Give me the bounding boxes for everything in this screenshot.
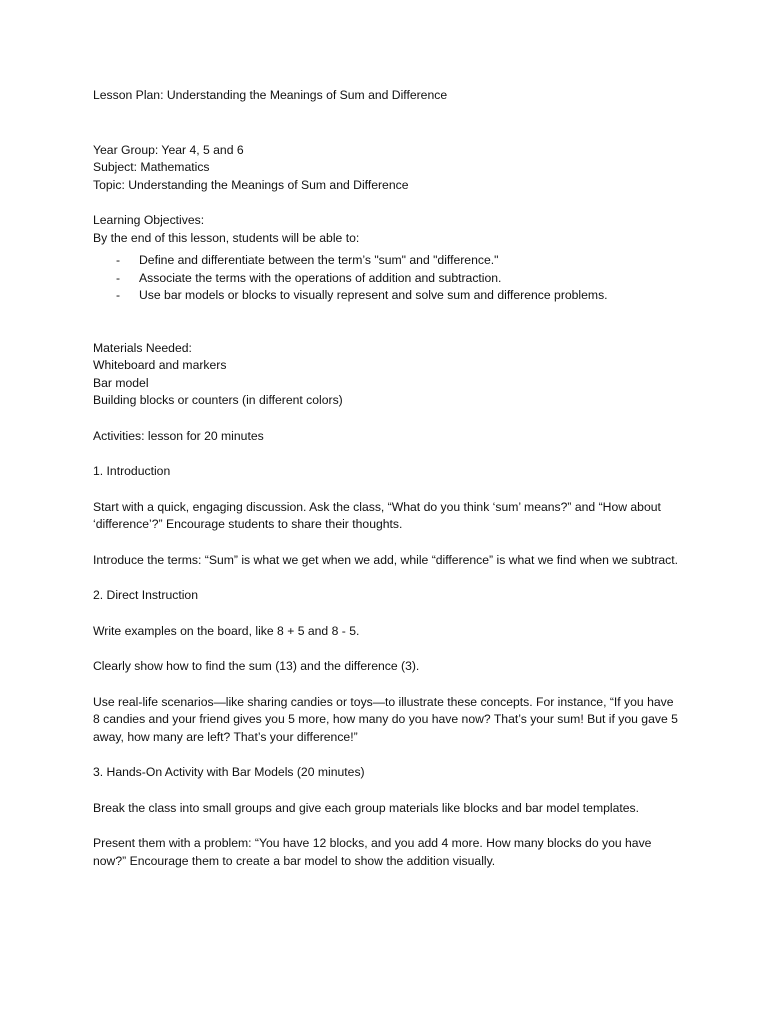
paragraph: Start with a quick, engaging discussion. Ask the class, “What do you think ‘sum’ means?” and “How about ‘difference’?” Encourage students to share their thoughts. [93,499,661,531]
objective-text: Associate the terms with the operations of addition and subtraction. [139,270,502,285]
paragraph: Introduce the terms: “Sum” is what we get when we add, while “difference” is what we find when we subtract. [93,552,679,567]
objectives-list [93,252,683,305]
paragraph: Break the class into small groups and give each group materials like blocks and bar model templates. [93,800,640,815]
spacer [93,481,683,499]
materials-heading: Materials Needed: [93,340,192,355]
section-heading: 1. Introduction [93,464,171,478]
objectives-intro: By the end of this lesson, students will be able to: [93,230,360,245]
spacer [93,569,683,587]
topic: Topic: Understanding the Meanings of Sum and Difference [93,177,409,192]
paragraph: Present them with a problem: “You have 12 blocks, and you add 4 more. How many blocks do you have now?” Encourage them to create a bar model to show the addition visually. [93,836,652,868]
spacer [93,605,683,623]
spacer [93,534,683,552]
list-item [93,270,683,288]
year-group: Year Group: Year 4, 5 and 6 [93,142,244,157]
spacer [93,640,683,658]
spacer [93,410,683,428]
section-heading: 3. Hands-On Activity with Bar Models (20 minutes) [93,765,365,779]
list-item [93,252,683,270]
spacer [93,782,683,800]
material-item: Bar model [93,375,149,390]
material-item: Whiteboard and markers [93,358,227,372]
spacer [93,676,683,694]
spacer [93,105,683,142]
bullet-marker: - [116,253,121,267]
spacer [93,817,683,835]
document-title: Lesson Plan: Understanding the Meanings of Sum and Difference [93,88,448,102]
bullet-marker: - [116,270,121,285]
objectives-heading: Learning Objectives: [93,213,205,227]
objective-text: Define and differentiate between the term’s "sum" and "difference." [139,253,499,267]
spacer [93,305,683,340]
paragraph: Use real-life scenarios—like sharing candies or toys—to illustrate these concepts. For instance, “If you have 8 candies and your friend gives you 5 more, how many do you have now? That’s your sum! But if you gave 5 away, how many are left? That’s your difference!” [93,694,678,744]
material-item: Building blocks or counters (in different colors) [93,393,343,407]
bullet-marker: - [116,288,121,302]
section-heading: 2. Direct Instruction [93,588,198,602]
activities-heading: Activities: lesson for 20 minutes [93,428,264,443]
subject: Subject: Mathematics [93,160,210,174]
spacer [93,194,683,212]
document-page [93,87,683,870]
spacer [93,445,683,463]
spacer [93,746,683,764]
list-item [93,287,683,305]
objective-text: Use bar models or blocks to visually represent and solve sum and difference problems. [139,288,608,302]
paragraph: Write examples on the board, like 8 + 5 and 8 - 5. [93,623,360,638]
paragraph: Clearly show how to find the sum (13) and the difference (3). [93,659,420,673]
